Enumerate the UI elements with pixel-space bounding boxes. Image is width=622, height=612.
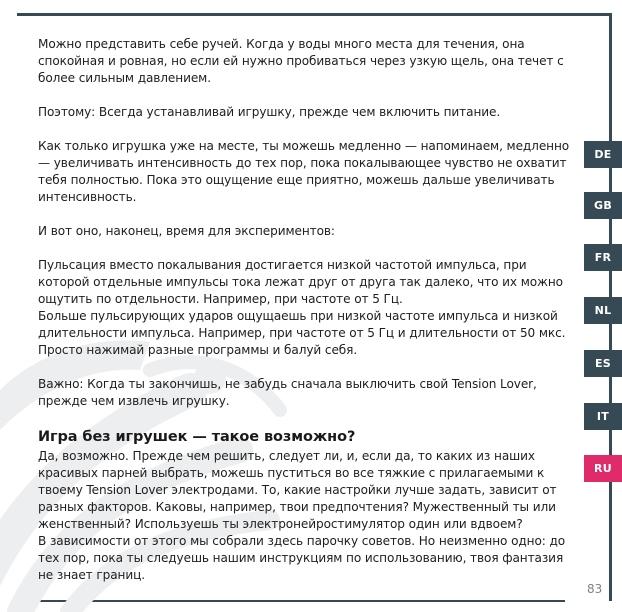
page-number: 83 xyxy=(587,582,603,596)
language-tab-fr[interactable]: FR xyxy=(584,244,622,271)
section-paragraph-electrodes: Да, возможно. Прежде чем решить, следует ли, и, если да, то каких из наших красивых парней выбрать, можешь пуститься во все тяжкие с прилагаемыми к твоему Tension Lover электродами. То, какие настройки лучше задать, зависит от разных факторов. Каковы, например, твои предпочтения? Мужественный ты или женственный? Используешь ты электронейростимулятор один или вдвоем? xyxy=(38,449,557,531)
language-tab-de[interactable]: DE xyxy=(584,141,622,168)
paragraph-experiment-intro: И вот оно, наконец, время для экспериментов: xyxy=(38,224,335,238)
language-tab-it[interactable]: IT xyxy=(584,403,622,430)
language-tab-gb[interactable]: GB xyxy=(584,192,622,219)
paragraph-important-note: Важно: Когда ты закончишь, не забудь сначала выключить свой Tension Lover, прежде чем извлечь игрушку. xyxy=(38,377,537,408)
paragraph-increase-intensity: Как только игрушка уже на месте, ты можешь медленно — напоминаем, медленно — увеличивать интенсивность до тех пор, пока покалывающее чувство не охватит тебя полностью. Пока это ощущение еще приятно, можешь дальше увеличивать интенсивность. xyxy=(38,139,570,204)
paragraph-stream-analogy: Можно представить себе ручей. Когда у воды много места для течения, она спокойная и ровная, но если ей нужно пробиваться через узкую щель, она течет с более сильным давлением. xyxy=(38,37,564,85)
paragraph-pulse-strikes: Больше пульсирующих ударов ощущаешь при низкой частоте импульса и низкой длительности импульса. Например, при частоте от 5 Гц и длительности от 50 мкс. Просто нажимай разные программы и балуй себя. xyxy=(38,309,566,357)
section-heading: Игра без игрушек — такое возможно? xyxy=(38,429,356,445)
language-tab-ru[interactable]: RU xyxy=(584,455,622,482)
language-tab-es[interactable]: ES xyxy=(584,350,622,377)
paragraph-pulsation: Пульсация вместо покалывания достигается низкой частотой импульса, при которой отдельные импульсы тока лежат друг от друга так далеко, что их можно ощутить по отдельности. Например, при частоте от 5 Гц. xyxy=(38,258,563,306)
section-paragraph-tips: В зависимости от этого мы собрали здесь парочку советов. Но неизменно одно: до тех пор, пока ты следуешь нашим инструкциям по использованию, твоя фантазия не знает границ. xyxy=(38,534,566,582)
paragraph-install-first: Поэтому: Всегда устанавливай игрушку, прежде чем включить питание. xyxy=(38,105,501,119)
language-tab-nl[interactable]: NL xyxy=(584,297,622,324)
language-tabs xyxy=(584,0,622,612)
content xyxy=(38,36,573,584)
